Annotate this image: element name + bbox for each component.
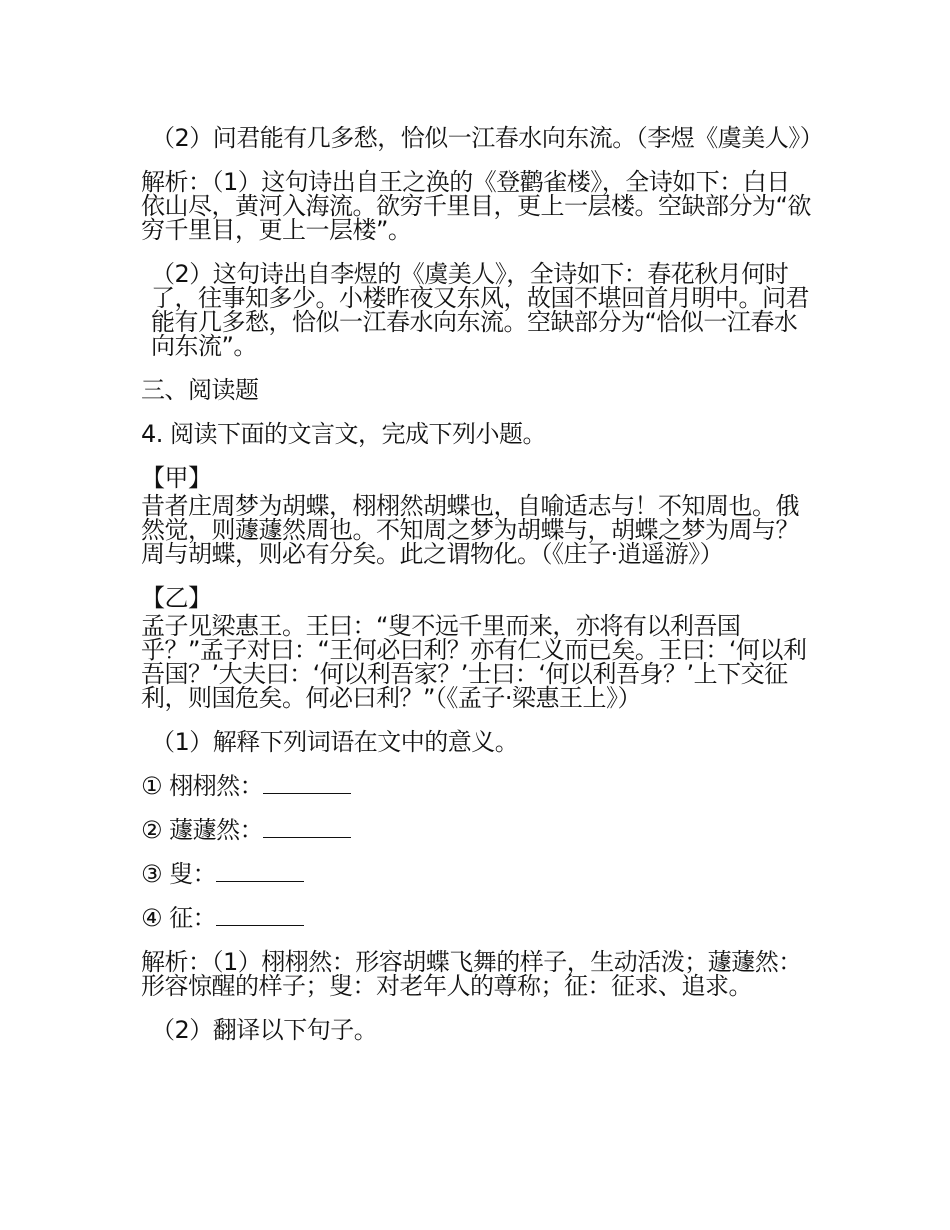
answer-blank[interactable] bbox=[263, 775, 351, 794]
passage-jia: 昔者庄周梦为胡蝶，栩栩然胡蝶也，自喻适志与！不知周也。俄然觉，则蘧蘧然周也。不知周之梦为胡蝶与，胡蝶之梦为周与？周与胡蝶，则必有分矣。此之谓物化。（《庄子·逍遥游》） bbox=[141, 492, 799, 568]
vocab-item: ① 栩栩然： bbox=[141, 774, 813, 798]
section-heading: 三、阅读题 bbox=[141, 376, 259, 404]
answer-blank[interactable] bbox=[216, 863, 304, 882]
sub-question-1: （1）解释下列词语在文中的意义。 bbox=[151, 728, 519, 756]
analysis-2: （2）这句诗出自李煜的《虞美人》，全诗如下：春花秋月何时了，往事知多少。小楼昨夜又东风，故国不堪回首月明中。问君能有几多愁，恰似一江春水向东流。空缺部分为“恰似一江春水向东流”。 bbox=[151, 260, 809, 360]
analysis-1: 解析：（1）这句诗出自王之涣的《登鹳雀楼》，全诗如下：白日依山尽，黄河入海流。欲穷千里目，更上一层楼。空缺部分为“欲穷千里目，更上一层楼”。 bbox=[141, 168, 811, 244]
passage-jia-label: 【甲】 bbox=[141, 464, 212, 492]
sub-question-2: （2）翻译以下句子。 bbox=[151, 1016, 378, 1044]
question-4: 4. 阅读下面的文言文，完成下列小题。 bbox=[141, 420, 547, 448]
vocab-item: ② 蘧蘧然： bbox=[141, 818, 813, 842]
answer-blank[interactable] bbox=[263, 819, 351, 838]
passage-yi-label: 【乙】 bbox=[141, 584, 212, 612]
passage-yi: 孟子见梁惠王。王曰：“叟不远千里而来，亦将有以利吾国乎？”孟子对曰：“王何必曰利？亦有仁义而已矣。王曰：‘何以利吾国？’大夫曰：‘何以利吾家？’士曰：‘何以利吾身？’上下交征利，则国危矣。何必曰利？”（《孟子·梁惠王上》） bbox=[141, 612, 807, 712]
poem-line-2: （2）问君能有几多愁，恰似一江春水向东流。（李煜《虞美人》） bbox=[151, 124, 824, 152]
analysis-vocab: 解析：（1）栩栩然：形容胡蝶飞舞的样子，生动活泼；蘧蘧然：形容惊醒的样子；叟：对老年人的尊称；征：征求、追求。 bbox=[141, 948, 802, 1000]
vocab-item: ③ 叟： bbox=[141, 862, 813, 886]
answer-blank[interactable] bbox=[216, 907, 304, 926]
vocab-item: ④ 征： bbox=[141, 906, 813, 930]
document-body bbox=[141, 124, 824, 1062]
